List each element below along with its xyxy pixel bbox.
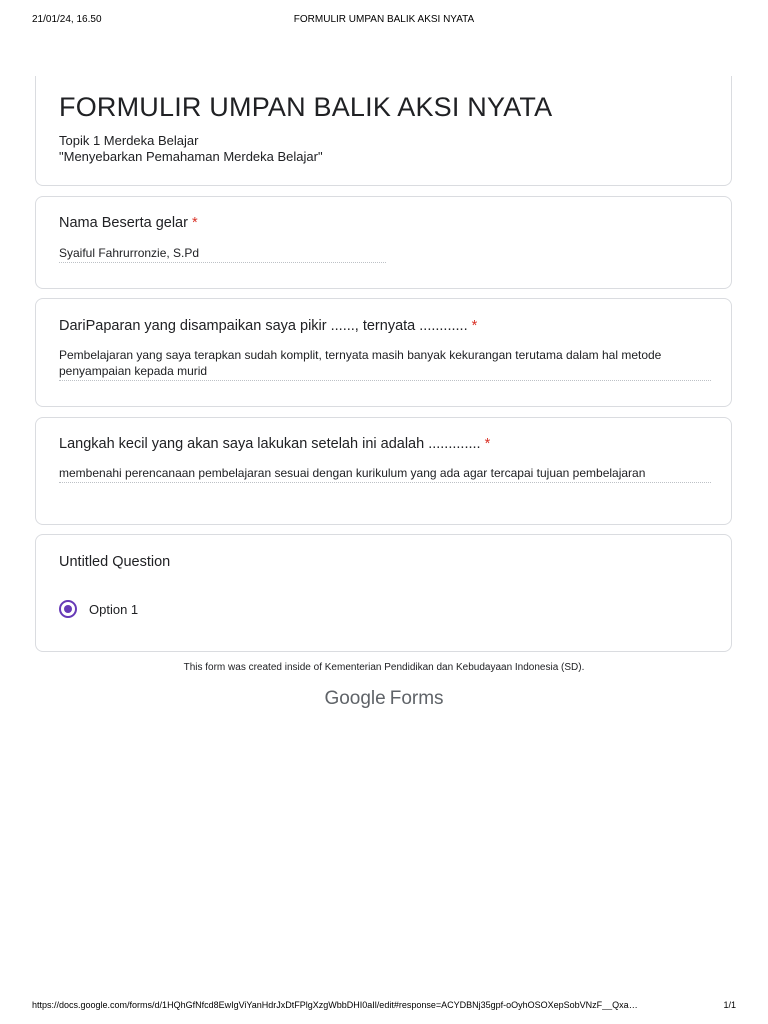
- print-title: FORMULIR UMPAN BALIK AKSI NYATA: [293, 14, 475, 25]
- question-text: Langkah kecil yang akan saya lakukan setelah ini adalah .............: [59, 436, 481, 452]
- required-asterisk: *: [484, 436, 491, 452]
- radio-option-label: Option 1: [89, 601, 139, 617]
- question-label: [59, 215, 198, 231]
- question-text: DariPaparan yang disampaikan saya pikir ......, ternyata ............: [59, 318, 468, 334]
- question-label: [59, 436, 490, 452]
- created-inside-note: This form was created inside of Kementerian Pendidikan dan Kebudayaan Indonesia (SD).: [183, 662, 585, 673]
- print-datetime: 21/01/24, 16.50: [32, 14, 102, 25]
- page-number: 1/1: [723, 1000, 736, 1010]
- form-title: FORMULIR UMPAN BALIK AKSI NYATA: [59, 92, 553, 122]
- brand-google: Google: [324, 688, 386, 709]
- question-text: Untitled Question: [59, 554, 171, 570]
- question-card-name: [35, 196, 732, 289]
- form-header-card: [35, 76, 732, 186]
- form-description-line1: Topik 1 Merdeka Belajar: [59, 133, 199, 148]
- form-description: [59, 133, 323, 165]
- print-url: https://docs.google.com/forms/d/1HQhGfNfcd8EwIgViYanHdrJxDtFPlgXzgWbbDHI0aIl/edit#response=ACYDBNj35gpf-oOyhOSOXepSobVNzF__Qxa…: [32, 1000, 638, 1010]
- required-asterisk: *: [191, 215, 198, 231]
- radio-option-row[interactable]: [59, 599, 138, 619]
- brand-forms: Forms: [389, 688, 444, 709]
- question-card-untitled: [35, 534, 732, 652]
- required-asterisk: *: [471, 318, 478, 334]
- question-card-next-step: [35, 417, 732, 525]
- question-card-reflection: [35, 298, 732, 407]
- question-text: Nama Beserta gelar: [59, 215, 188, 231]
- answer-field[interactable]: Syaiful Fahrurronzie, S.Pd: [59, 245, 386, 263]
- answer-field[interactable]: membenahi perencanaan pembelajaran sesuai dengan kurikulum yang ada agar tercapai tujuan pembelajaran: [59, 465, 711, 483]
- question-label: [59, 318, 477, 334]
- form-description-line2: "Menyebarkan Pemahaman Merdeka Belajar": [59, 149, 323, 164]
- google-forms-logo: [0, 688, 768, 710]
- answer-field[interactable]: Pembelajaran yang saya terapkan sudah komplit, ternyata masih banyak kekurangan terutama dalam hal metode penyampaian kepada murid: [59, 347, 711, 381]
- radio-selected-icon[interactable]: [59, 600, 77, 618]
